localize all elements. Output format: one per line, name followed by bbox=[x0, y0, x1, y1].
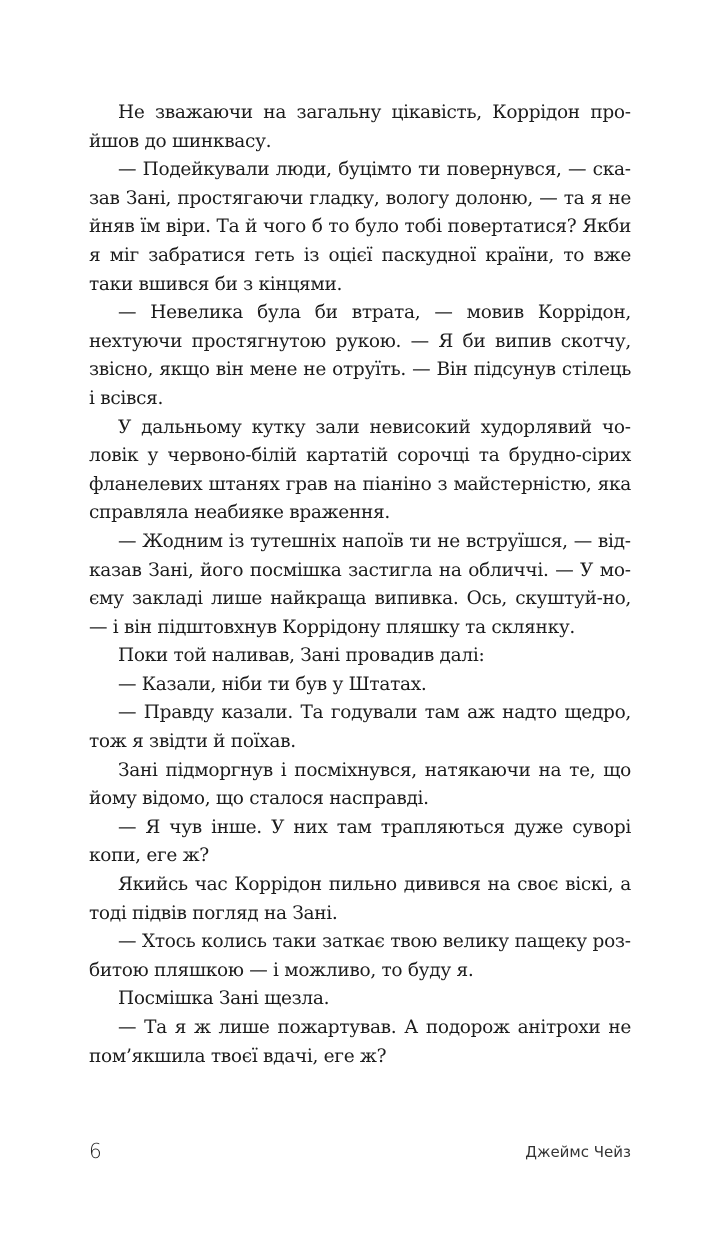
paragraph-9: Зані підморгнув і посміхнувся, натякаючи на те, що йому відомо, що сталося насправді. bbox=[89, 759, 631, 810]
paragraph-5: — Жодним із тутешніх напоїв ти не вструїшся, — відказав Зані, його посмішка застигла на обличчі. — У моєму закладі лише найкраща випивка. Ось, скуштуй-но, — і він підштовхнув Коррідону пляшку та склянку. bbox=[89, 530, 631, 638]
paragraph-14: — Та я ж лише пожартував. А подорож анітрохи не пом’якшила твоєї вдачі, еге ж? bbox=[89, 1017, 631, 1067]
page-number: 6 bbox=[89, 1139, 102, 1163]
running-footer-author: Джеймс Чейз bbox=[525, 1143, 631, 1161]
paragraph-3: — Невелика була би втрата, — мовив Коррідон, нехтуючи простягнутою рукою. — Я би випив скотчу, звісно, якщо він мене не отруїть. — Він підсунув стілець і всівся. bbox=[89, 302, 631, 409]
paragraph-2: — Подейкували люди, буцімто ти повернувся, — сказав Зані, простягаючи гладку, вологу долоню, — та я не йняв їм віри. Та й чого б то було тобі повертатися? Якби я міг забратися геть із оцієї паскудної країни, то вже таки вшився би з кінцями. bbox=[89, 159, 631, 295]
paragraph-10: — Я чув інше. У них там трапляються дуже суворі копи, еге ж? bbox=[89, 816, 631, 867]
page-body bbox=[89, 99, 631, 1071]
paragraph-1: Не зважаючи на загальну цікавість, Коррідон пройшов до шинквасу. bbox=[89, 102, 631, 152]
paragraph-7: — Казали, ніби ти був у Штатах. bbox=[118, 673, 427, 695]
paragraph-4: У дальньому кутку зали невисокий худорлявий чоловік у червоно-білій картатій сорочці та брудно-сірих фланелевих штанях грав на піаніно з майстерністю, яка справляла неабияке враження. bbox=[89, 416, 631, 524]
paragraph-8: — Правду казали. Та годували там аж надто щедро, тож я звідти й поїхав. bbox=[89, 702, 631, 753]
paragraph-13: Посмішка Зані щезла. bbox=[118, 988, 330, 1010]
paragraph-6: Поки той наливав, Зані провадив далі: bbox=[118, 645, 485, 667]
paragraph-11: Якийсь час Коррідон пильно дивився на своє віскі, а тоді підвів погляд на Зані. bbox=[89, 874, 631, 924]
paragraph-12: — Хтось колись таки заткає твою велику пащеку розбитою пляшкою — і можливо, то буду я. bbox=[89, 931, 631, 981]
